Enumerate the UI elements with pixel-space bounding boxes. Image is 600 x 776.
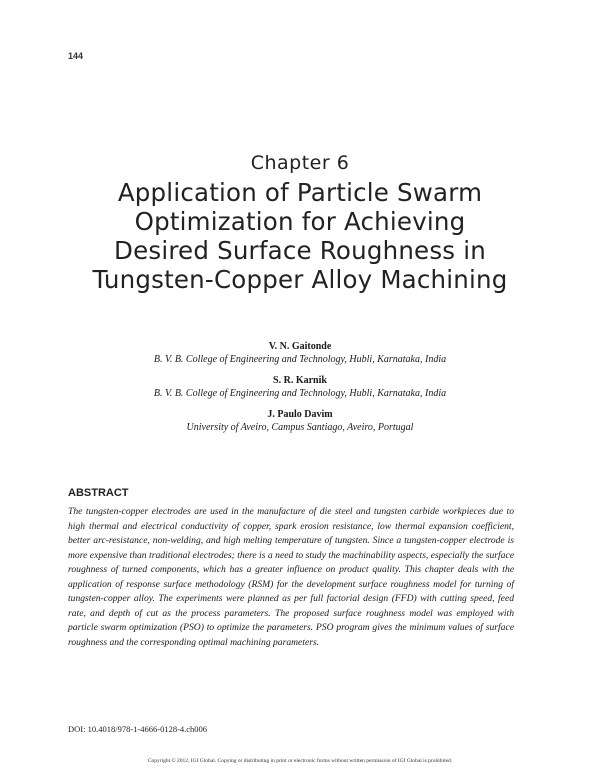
page-number: 144 [68,51,84,61]
chapter-title: Application of Particle Swarm Optimization for Achieving Desired Surface Roughness in Tungsten-Copper Alloy Machining [92,178,508,294]
chapter-label: Chapter 6 [250,152,350,174]
author-block [0,374,600,400]
author-name: S. R. Karnik [273,375,327,386]
author-block [0,408,600,434]
author-affiliation: B. V. B. College of Engineering and Technology, Hubli, Karnataka, India [153,388,447,399]
copyright-notice: Copyright © 2012, IGI Global. Copying or distributing in print or electronic forms without written permission of IGI Global is prohibited. [147,758,453,764]
author-name: J. Paulo Davim [267,409,333,420]
author-list [0,340,600,442]
abstract-heading: ABSTRACT [68,487,129,499]
author-block [0,340,600,366]
doi: DOI: 10.4018/978-1-4666-0128-4.ch006 [68,724,208,734]
abstract-body: The tungsten-copper electrodes are used in the manufacture of die steel and tungsten carbide workpieces due to high thermal and electrical conductivity of copper, spark erosion resistance, low thermal expansion coefficient, better arc-resistance, non-welding, and high melting temperature of tungsten. Since a tungsten-copper electrode is more expensive than traditional electrodes; there is a need to study the machinability aspects, especially the surface roughness of turned components, which has a greater influence on product quality. This chapter deals with the application of response surface methodology (RSM) for the development surface roughness model for turning of tungsten-copper alloy. The experiments were planned as per full factorial design (FFD) with cutting speed, feed rate, and depth of cut as the process parameters. The proposed surface roughness model was employed with particle swarm optimization (PSO) to optimize the parameters. PSO program gives the minimum values of surface roughness and the corresponding optimal machining parameters. [68,506,514,648]
author-affiliation: University of Aveiro, Campus Santiago, Aveiro, Portugal [186,422,414,433]
author-name: V. N. Gaitonde [268,341,332,352]
author-affiliation: B. V. B. College of Engineering and Technology, Hubli, Karnataka, India [153,354,447,365]
